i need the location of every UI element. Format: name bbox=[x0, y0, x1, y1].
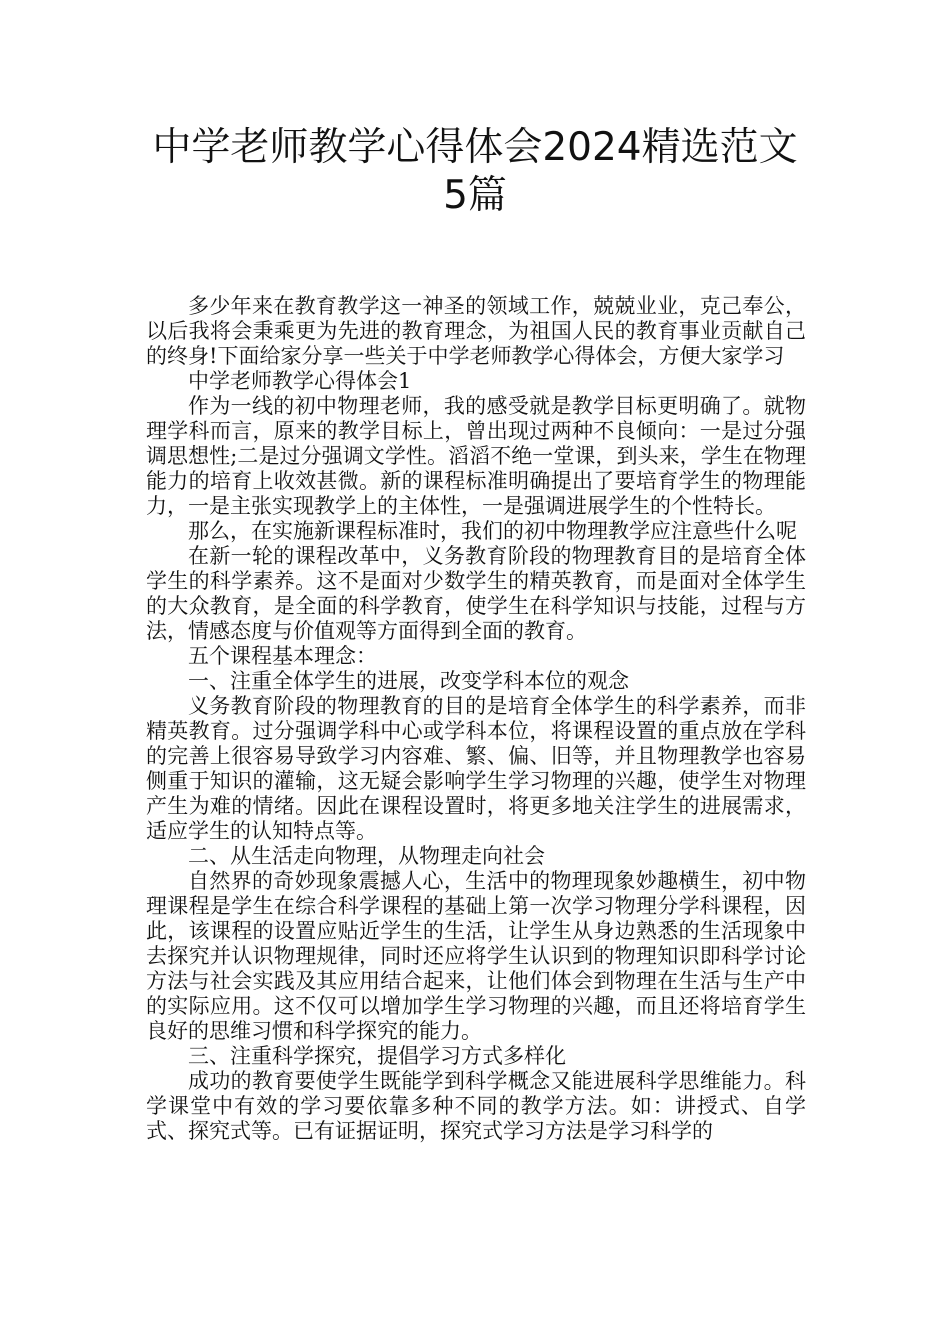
section-heading: 中学老师教学心得体会1 bbox=[188, 369, 412, 393]
concept-heading: 二、从生活走向物理，从物理走向社会 bbox=[188, 844, 545, 868]
concept-heading: 三、注重科学探究，提倡学习方式多样化 bbox=[188, 1044, 566, 1068]
list-intro: 五个课程基本理念： bbox=[188, 644, 377, 668]
document-title: 中学老师教学心得体会2024精选范文5篇 bbox=[152, 125, 798, 218]
concept-heading: 一、注重全体学生的进展，改变学科本位的观念 bbox=[188, 669, 629, 693]
intro-paragraph: 多少年来在教育教学这一神圣的领域工作，兢兢业业，克己奉公，以后我将会秉乘更为先进的教育理念，为祖国人民的教育事业贡献自己的终身!下面给家分享一些关于中学老师教学心得体会，方便大家学习 bbox=[146, 294, 806, 368]
body-paragraph: 那么，在实施新课程标准时，我们的初中物理教学应注意些什么呢 bbox=[188, 519, 797, 543]
body-paragraph: 自然界的奇妙现象震撼人心，生活中的物理现象妙趣横生，初中物理课程是学生在综合科学课程的基础上第一次学习物理分学科课程，因此，该课程的设置应贴近学生的生活，让学生从身边熟悉的生活现象中去探究并认识物理规律，同时还应将学生认识到的物理知识即科学讨论方法与社会实践及其应用结合起来，让他们体会到物理在生活与生产中的实际应用。这不仅可以增加学生学习物理的兴趣，而且还将培育学生良好的思维习惯和科学探究的能力。 bbox=[146, 869, 806, 1043]
body-paragraph: 成功的教育要使学生既能学到科学概念又能进展科学思维能力。科学课堂中有效的学习要依靠多种不同的教学方法。如：讲授式、自学式、探究式等。已有证据证明，探究式学习方法是学习科学的 bbox=[146, 1069, 806, 1143]
body-paragraph: 作为一线的初中物理老师，我的感受就是教学目标更明确了。就物理学科而言，原来的教学目标上，曾出现过两种不良倾向：一是过分强调思想性;二是过分强调文学性。滔滔不绝一堂课，到头来，学生在物理能力的培育上收效甚微。新的课程标准明确提出了要培育学生的物理能力，一是主张实现教学上的主体性，一是强调进展学生的个性特长。 bbox=[146, 394, 806, 518]
document-body bbox=[146, 294, 806, 1144]
body-paragraph: 义务教育阶段的物理教育的目的是培育全体学生的科学素养，而非精英教育。过分强调学科中心或学科本位，将课程设置的重点放在学科的完善上很容易导致学习内容难、繁、偏、旧等，并且物理教学也容易侧重于知识的灌输，这无疑会影响学生学习物理的兴趣，使学生对物理产生为难的情绪。因此在课程设置时，将更多地关注学生的进展需求，适应学生的认知特点等。 bbox=[146, 694, 806, 843]
body-paragraph: 在新一轮的课程改革中，义务教育阶段的物理教育目的是培育全体学生的科学素养。这不是面对少数学生的精英教育，而是面对全体学生的大众教育，是全面的科学教育，使学生在科学知识与技能，过程与方法，情感态度与价值观等方面得到全面的教育。 bbox=[146, 544, 806, 643]
